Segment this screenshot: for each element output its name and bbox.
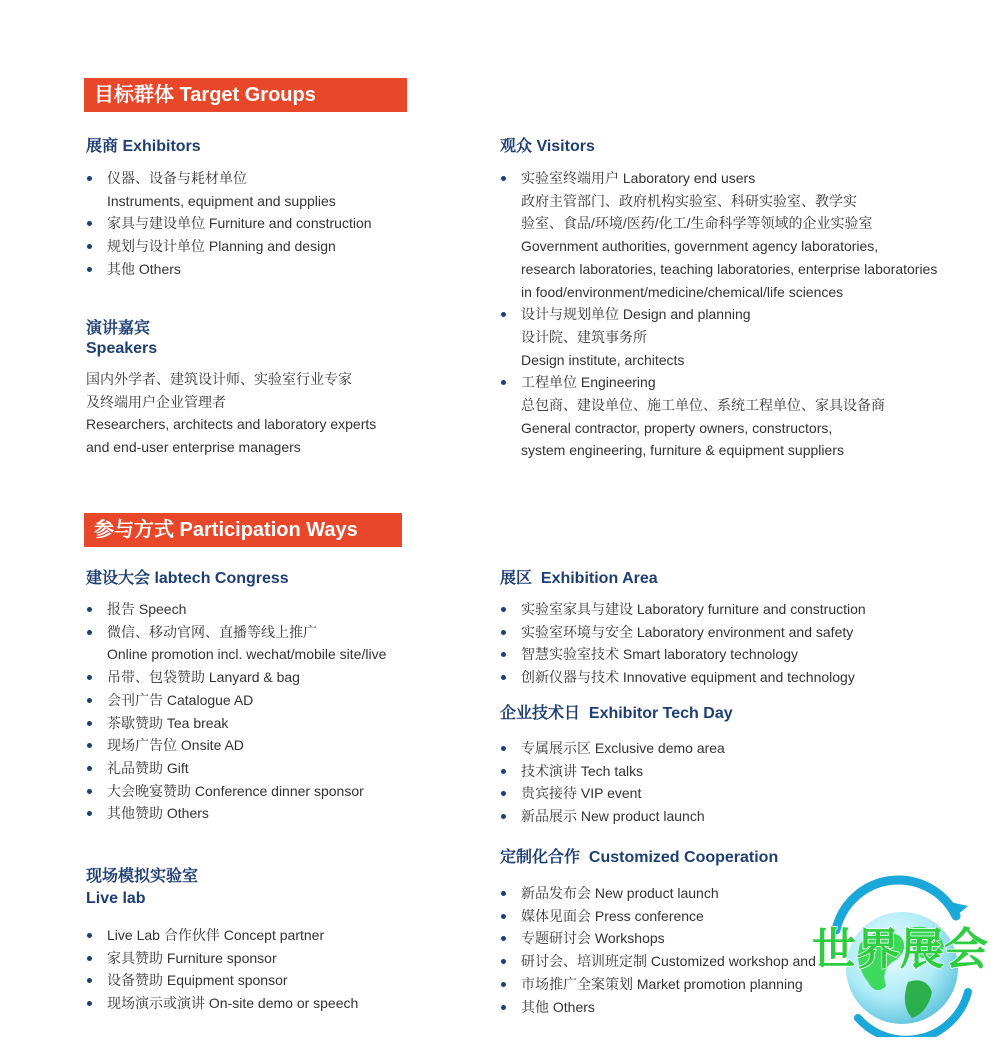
congress-list bbox=[86, 598, 386, 825]
list-item: 贵宾接待 VIP event bbox=[500, 782, 725, 805]
watermark-text: 世界展会 bbox=[812, 924, 988, 975]
list-item: 家具赞助 Furniture sponsor bbox=[86, 947, 358, 970]
exhibitors-list bbox=[86, 167, 372, 281]
list-item: 仪器、设备与耗材单位 Instruments, equipment and supplies bbox=[86, 167, 372, 212]
target-groups-banner: 目标群体 Target Groups bbox=[84, 78, 407, 112]
list-item: 研讨会、培训班定制 Customized workshop and bbox=[500, 950, 816, 973]
list-item: 其他赞助 Others bbox=[86, 802, 386, 825]
list-item: 家具与建设单位 Furniture and construction bbox=[86, 212, 372, 235]
exhibition-area-list bbox=[500, 598, 866, 689]
list-item: 设计与规划单位 Design and planning 设计院、建筑事务所 Design institute, architects bbox=[500, 303, 937, 371]
list-item: Live Lab 合作伙伴 Concept partner bbox=[86, 924, 358, 947]
customized-list bbox=[500, 882, 816, 1018]
tech-day-heading: 企业技术日 Exhibitor Tech Day bbox=[500, 705, 733, 722]
visitors-list bbox=[500, 167, 937, 462]
list-item: 媒体见面会 Press conference bbox=[500, 905, 816, 928]
speakers-description: 国内外学者、建筑设计师、实验室行业专家 及终端用户企业管理者 Researchers, architects and laboratory experts and end-user enterprise managers bbox=[86, 371, 377, 456]
list-item: 现场演示或演讲 On-site demo or speech bbox=[86, 992, 358, 1015]
list-item: 新品发布会 New product launch bbox=[500, 882, 816, 905]
livelab-title-en: Live lab bbox=[86, 890, 146, 907]
list-item: 实验室终端用户 Laboratory end users 政府主管部门、政府机构实验室、科研实验室、教学实 验室、食品/环境/医药/化工/生命科学等领域的企业实验室 Government authorities, government agency laboratories, research laboratories, teaching laboratories, enterprise laboratories in food/environment/medicine/chemical/life sciences bbox=[500, 167, 937, 303]
list-item: 实验室家具与建设 Laboratory furniture and construction bbox=[500, 598, 866, 621]
list-item: 市场推广全案策划 Market promotion planning bbox=[500, 973, 816, 996]
list-item: 礼品赞助 Gift bbox=[86, 757, 386, 780]
list-item: 设备赞助 Equipment sponsor bbox=[86, 969, 358, 992]
list-item: 技术演讲 Tech talks bbox=[500, 760, 725, 783]
speakers-title-cn: 演讲嘉宾 bbox=[86, 320, 151, 337]
list-item: 报告 Speech bbox=[86, 598, 386, 621]
list-item: 新品展示 New product launch bbox=[500, 805, 725, 828]
tech-day-list bbox=[500, 737, 725, 828]
list-item: 创新仪器与技术 Innovative equipment and technology bbox=[500, 666, 866, 689]
list-item: 吊带、包袋赞助 Lanyard & bag bbox=[86, 666, 386, 689]
watermark-logo bbox=[798, 872, 1002, 1037]
speakers-heading bbox=[86, 319, 157, 359]
participation-banner: 参与方式 Participation Ways bbox=[84, 513, 402, 547]
list-item: 微信、移动官网、直播等线上推广 Online promotion incl. wechat/mobile site/live bbox=[86, 621, 386, 666]
livelab-list bbox=[86, 924, 358, 1015]
list-item: 其他 Others bbox=[500, 996, 816, 1019]
exhibitors-heading: 展商 Exhibitors bbox=[86, 138, 201, 155]
list-item: 其他 Others bbox=[86, 258, 372, 281]
customized-heading: 定制化合作 Customized Cooperation bbox=[500, 849, 779, 866]
list-item: 实验室环境与安全 Laboratory environment and safety bbox=[500, 621, 866, 644]
list-item: 专属展示区 Exclusive demo area bbox=[500, 737, 725, 760]
list-item: 大会晚宴赞助 Conference dinner sponsor bbox=[86, 780, 386, 803]
list-item: 工程单位 Engineering 总包商、建设单位、施工单位、系统工程单位、家具设备商 General contractor, property owners, constructors, system engineering, furniture & equipment suppliers bbox=[500, 371, 937, 462]
congress-heading: 建设大会 labtech Congress bbox=[86, 570, 289, 587]
livelab-title-cn: 现场模拟实验室 bbox=[86, 868, 199, 885]
list-item: 规划与设计单位 Planning and design bbox=[86, 235, 372, 258]
livelab-heading bbox=[86, 866, 198, 910]
list-item: 会刊广告 Catalogue AD bbox=[86, 689, 386, 712]
visitors-heading: 观众 Visitors bbox=[500, 138, 595, 155]
exhibition-area-heading: 展区 Exhibition Area bbox=[500, 570, 658, 587]
list-item: 智慧实验室技术 Smart laboratory technology bbox=[500, 643, 866, 666]
list-item: 现场广告位 Onsite AD bbox=[86, 734, 386, 757]
list-item: 茶歇赞助 Tea break bbox=[86, 712, 386, 735]
speakers-title-en: Speakers bbox=[86, 340, 158, 357]
list-item: 专题研讨会 Workshops bbox=[500, 927, 816, 950]
